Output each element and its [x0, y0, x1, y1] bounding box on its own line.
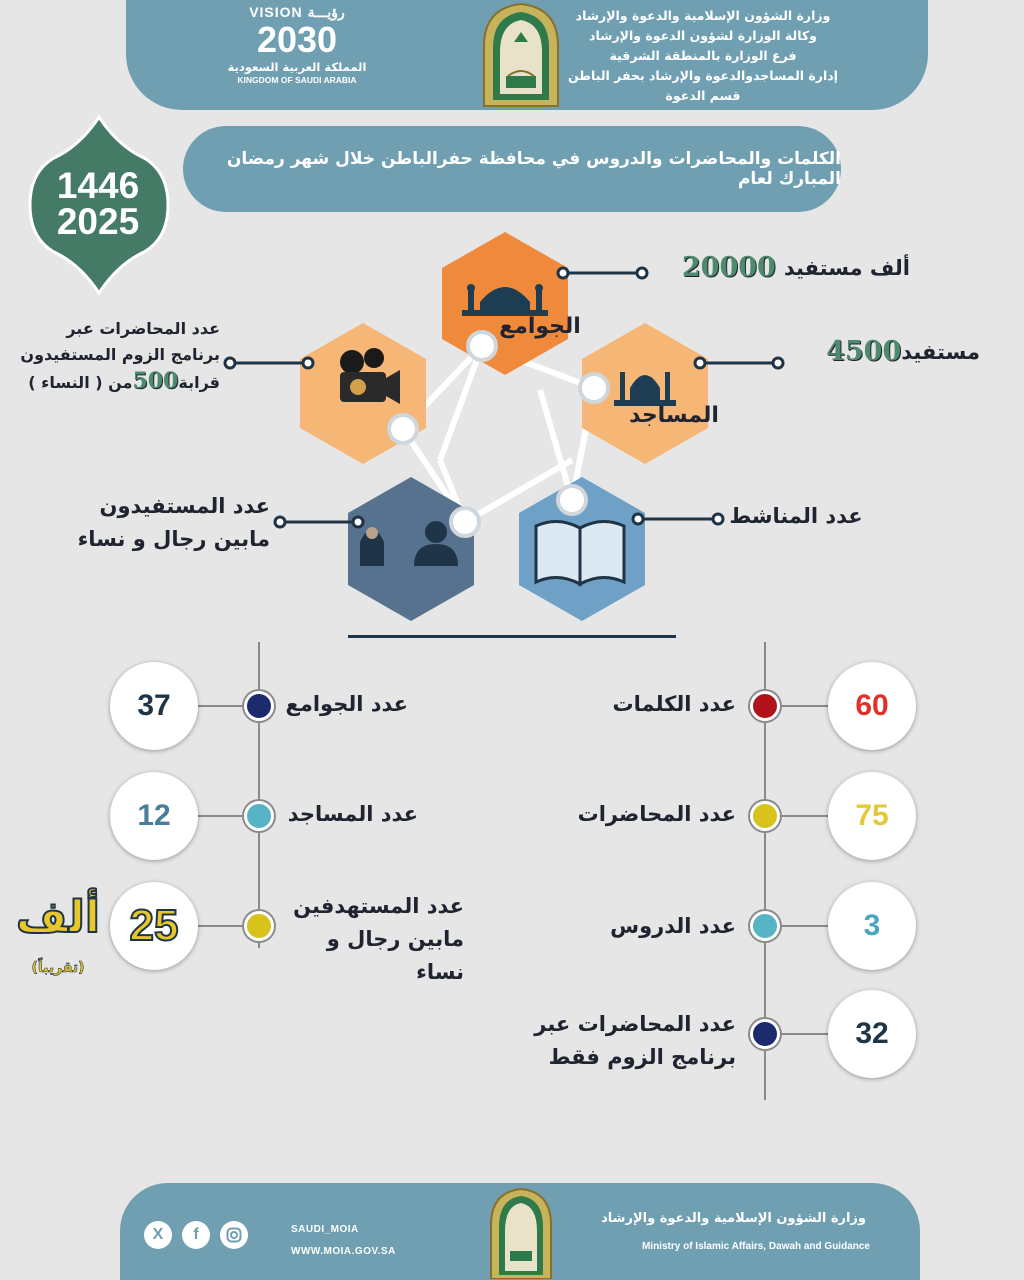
footer-links: [291, 1219, 396, 1263]
jawami-beneficiaries: [650, 252, 910, 283]
open-book-icon: [536, 521, 624, 584]
zoom-line1: عدد المحاضرات عبر: [66, 319, 220, 338]
stat-dot-words: [750, 691, 780, 721]
stat-value-lessons: 3: [828, 882, 916, 970]
stat-label-targeted-line1: عدد المستهدفين: [293, 894, 464, 918]
hexagon-network: [0, 220, 1024, 640]
footer-handle[interactable]: SAUDI_MOIA: [291, 1224, 359, 1235]
masajid-beneficiaries-number: 4500: [826, 336, 902, 367]
section-divider: [348, 635, 676, 638]
title-banner: [183, 126, 841, 212]
zoom-beneficiaries: [10, 316, 220, 396]
zoom-line3b: من ( النساء ): [28, 373, 133, 392]
stat-label-words: عدد الكلمات: [612, 692, 736, 716]
activities-label: عدد المناشط: [729, 504, 863, 528]
stat-dot-masajid: [244, 801, 274, 831]
masajid-beneficiaries: [790, 336, 980, 367]
jawami-beneficiaries-text: ألف مستفيد: [783, 255, 910, 280]
stat-label-jawami: عدد الجوامع: [285, 692, 408, 716]
ministry-line-5: قسم الدعوة: [665, 88, 741, 103]
stat-label-zoom-line1: عدد المحاضرات عبر: [534, 1012, 736, 1036]
zoom-number: 500: [132, 368, 179, 394]
stat-label-targeted: [278, 890, 464, 989]
stat-value-masajid: 12: [110, 772, 198, 860]
stat-value-targeted: 25: [110, 882, 198, 970]
vision-line2: 2030: [256, 19, 338, 60]
stat-note-targeted: (تقريباً): [31, 960, 85, 976]
masajid-beneficiaries-text: مستفيد: [901, 339, 980, 364]
stat-value-lectures: 75: [828, 772, 916, 860]
vision-line4: KINGDOM OF SAUDI ARABIA: [237, 75, 357, 85]
vision-2030-logo: [222, 4, 372, 85]
year-hijri: 1446: [56, 165, 140, 206]
stat-dot-lectures: [750, 801, 780, 831]
stat-label-targeted-line2: مابين رجال و نساء: [326, 927, 464, 984]
footer-ministry-en: Ministry of Islamic Affairs, Dawah and Guidance: [641, 1241, 870, 1252]
stat-label-zoom: [520, 1008, 736, 1074]
beneficiaries-line2: مابين رجال و نساء: [77, 527, 270, 551]
stat-label-masajid: عدد المساجد: [287, 802, 418, 826]
instagram-icon[interactable]: [220, 1221, 248, 1249]
stat-value-words: 60: [828, 662, 916, 750]
jawami-beneficiaries-number: 20000: [681, 252, 776, 283]
stat-dot-lessons: [750, 911, 780, 941]
ministry-lines: [538, 6, 868, 106]
x-social-icon[interactable]: X: [144, 1221, 172, 1249]
zoom-line3a: قرابة: [178, 373, 220, 392]
ministry-line-2: وكالة الوزارة لشؤون الدعوة والإرشاد: [589, 28, 817, 43]
stat-label-lectures: عدد المحاضرات: [577, 802, 736, 826]
left-timeline: [258, 642, 260, 948]
vision-line3: المملكة العربية السعودية: [227, 60, 367, 74]
header-banner: [126, 0, 928, 110]
stat-label-zoom-line2: برنامج الزوم فقط: [548, 1045, 736, 1069]
facebook-icon[interactable]: f: [182, 1221, 210, 1249]
mosque-small-icon: [614, 372, 676, 406]
vision-line1: VISION رؤيـــة: [249, 4, 345, 20]
stat-unit-targeted: ألف: [15, 892, 100, 943]
beneficiaries-label: [60, 490, 270, 556]
page-title: الكلمات والمحاضرات والدروس في محافظة حفرالباطن خلال شهر رمضان المبارك لعام: [226, 149, 841, 189]
stat-dot-targeted: [244, 911, 274, 941]
zoom-line2: برنامج الزوم المستفيدون: [20, 345, 220, 364]
stat-dot-zoom: [750, 1019, 780, 1049]
beneficiaries-line1: عدد المستفيدون: [99, 494, 270, 518]
footer-emblem-icon: [486, 1187, 556, 1279]
stat-label-lessons: عدد الدروس: [610, 914, 736, 938]
stat-value-zoom: 32: [828, 990, 916, 1078]
footer-banner: [120, 1183, 920, 1280]
stat-dot-jawami: [244, 691, 274, 721]
year-gregorian: 2025: [56, 201, 140, 242]
ministry-line-1: وزارة الشؤون الإسلامية والدعوة والإرشاد: [575, 8, 831, 23]
footer-website[interactable]: WWW.MOIA.GOV.SA: [291, 1246, 396, 1257]
stat-value-jawami: 37: [110, 662, 198, 750]
footer-ministry-ar: وزارة الشؤون الإسلامية والدعوة والإرشاد: [601, 1211, 866, 1226]
hex-jawami-label: الجوامع: [499, 314, 581, 339]
hex-masajid-label: المساجد: [629, 403, 719, 428]
ministry-line-3: فرع الوزارة بالمنطقة الشرقية: [609, 48, 797, 63]
ministry-line-4: إدارة المساجدوالدعوة والإرشاد بحفر الباطن: [568, 68, 838, 83]
